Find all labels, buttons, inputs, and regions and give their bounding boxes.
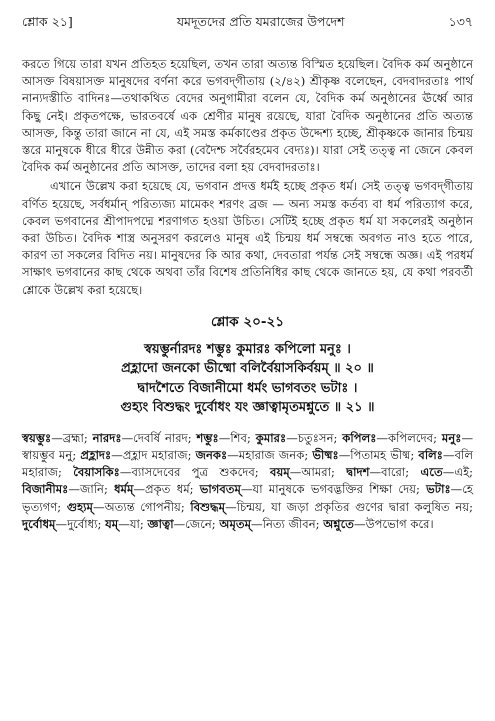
sanskrit-word: মনুঃ bbox=[441, 430, 462, 445]
word-meaning: —বলি মহারাজ; bbox=[22, 448, 473, 480]
sanskrit-word: বয়ম্ bbox=[270, 465, 290, 480]
sanskrit-word: এতে bbox=[420, 465, 443, 480]
word-meaning: —ব্যাসদেবের পুত্র শুকদেব; bbox=[119, 465, 259, 480]
verse-block bbox=[22, 311, 473, 418]
word-meaning: —চিন্ময়, যা জড়া প্রকৃতির গুণের দ্বারা কলুষিত নয়; bbox=[225, 499, 473, 514]
word-meaning: —অত্যন্ত গোপনীয়; bbox=[93, 499, 185, 514]
sanskrit-word: জনকঃ bbox=[195, 448, 228, 463]
word-meaning: —চতুঃসন; bbox=[286, 430, 338, 445]
word-meanings bbox=[22, 430, 473, 533]
verse-line: প্রহ্লাদো জনকো ভীষ্মো বলির্বৈয়াসকির্বয়ম্ ॥ ২০ ॥ bbox=[121, 361, 374, 377]
sanskrit-word: বলিঃ bbox=[418, 448, 443, 463]
sanskrit-word: ভাগবতম্ bbox=[199, 482, 241, 497]
verse-line: দ্বাদশৈতে বিজানীমো ধর্মং ভাগবতং ভটাঃ । bbox=[137, 380, 358, 396]
word-meaning: —হে ভৃত্যগণ; bbox=[22, 482, 474, 514]
verse-title: শ্লোক ২০-২১ bbox=[210, 313, 285, 330]
word-meaning: —দেবর্ষি নারদ; bbox=[121, 430, 192, 445]
word-meaning: —প্রকৃত ধর্ম; bbox=[133, 482, 194, 497]
sanskrit-word: কপিলঃ bbox=[342, 430, 377, 445]
sanskrit-word: বিশুদ্ধম্ bbox=[190, 499, 226, 514]
sanskrit-word: ধর্মম্ bbox=[114, 482, 134, 497]
word-meaning: —জেনে; bbox=[173, 516, 216, 531]
sanskrit-word: বৈয়াসকিঃ bbox=[73, 465, 120, 480]
word-meaning: —এই; bbox=[442, 465, 474, 480]
word-meaning: —প্রহ্লাদ মহারাজ; bbox=[111, 448, 192, 463]
header-chapter-title: যমদূতদের প্রতি যমরাজের উপদেশ bbox=[176, 14, 345, 29]
sanskrit-word: স্বয়ম্ভুঃ bbox=[22, 430, 52, 445]
purport-paragraph-2: এখানে উল্লেখ করা হয়েছে যে, ভগবান প্রদত্ত ধর্মই হচ্ছে প্রকৃত ধর্ম। সেই তত্ত্ব ভগবদ্‌গীতায় বর্ণিত হয়েছে, সর্বধর্মান্ পরিত্যজ্য মামেকং শরণং ব্রজ — অন্য সমস্ত কর্তব্য বা ধর্ম পরিত্যাগ করে, কেবল ভগবানের শ্রীপাদপদ্মে শরণাগত হওয়া উচিত। সেটিই হচ্ছে প্রকৃত ধর্ম যা সকলেরই অনুষ্ঠান করা উচিত। বৈদিক শাস্ত্র অনুসরণ করলেও মানুষ এই চিন্ময় ধর্ম সম্বন্ধে অবগত নাও হতে পারে, কারণ তা সকলের বিদিত নয়। মানুষদের কি আর কথা, দেবতারা পর্যন্ত সেই সম্বন্ধে অজ্ঞ। এই পরধর্ম সাক্ষাৎ ভগবানের কাছ থেকে অথবা তাঁর বিশেষ প্রতিনিধির কাছ থেকে জানতে হয়, যে কথা পরবর্তী শ্লোকে উল্লেখ করা হয়েছে। bbox=[22, 179, 473, 297]
sanskrit-word: ভীষ্মঃ bbox=[312, 448, 339, 463]
sanskrit-word: অশ্নুতে bbox=[323, 516, 354, 531]
word-meaning: —দুর্বোধ্য; bbox=[55, 516, 102, 531]
sanskrit-word: প্রহ্লাদঃ bbox=[80, 448, 112, 463]
word-meaning: —যা; bbox=[118, 516, 144, 531]
sanskrit-word: গুহ্যম্ bbox=[66, 499, 93, 514]
sanskrit-word: অমৃতম্ bbox=[219, 516, 252, 531]
purport-text bbox=[22, 56, 473, 299]
sanskrit-word: কুমারঃ bbox=[255, 430, 287, 445]
sanskrit-word: দ্বাদশ bbox=[346, 465, 370, 480]
verse-line: স্বয়ম্ভুর্নারদঃ শম্ভুঃ কুমারঃ কপিলো মনুঃ । bbox=[144, 341, 351, 357]
sanskrit-word: শম্ভুঃ bbox=[196, 430, 219, 445]
word-meaning: —মহারাজ জনক; bbox=[227, 448, 309, 463]
verse-line: গুহ্যং বিশুদ্ধং দুর্বোধং যং জ্ঞাত্বামৃতমশ্নুতে ॥ ২১ ॥ bbox=[120, 400, 375, 416]
sanskrit-word: বিজানীমঃ bbox=[22, 482, 69, 497]
word-meaning: —বারো; bbox=[369, 465, 410, 480]
word-meaning: —উপভোগ করে। bbox=[353, 516, 434, 531]
word-meaning: —কপিলদেব; bbox=[376, 430, 438, 445]
word-meaning: —যা মানুষকে ভগবদ্ভক্তির শিক্ষা দেয়; bbox=[240, 482, 420, 497]
word-meaning: —স্বায়ম্ভুব মনু; bbox=[22, 430, 474, 463]
word-meaning: —ব্রহ্মা; bbox=[51, 430, 88, 445]
header-verse-ref: শ্লোক ২১] bbox=[22, 14, 73, 29]
word-meaning: —আমরা; bbox=[289, 465, 335, 480]
word-meaning: —নিত্য জীবন; bbox=[251, 516, 320, 531]
word-meaning: —জানি; bbox=[68, 482, 108, 497]
sanskrit-word: নারদঃ bbox=[92, 430, 122, 445]
word-meaning: —শিব; bbox=[218, 430, 251, 445]
sanskrit-word: যম্ bbox=[105, 516, 119, 531]
word-meaning: —পিতামহ ভীষ্ম; bbox=[338, 448, 415, 463]
purport-paragraph-1: করতে গিয়ে তারা যখন প্রতিহত হয়েছিল, তখন তারা অত্যন্ত বিস্মিত হয়েছিল। বৈদিক কর্ম অনুষ্ঠানে আসক্ত বিষয়াসক্ত মানুষদের বর্ণনা করে ভগবদ্‌গীতায় (২/৪২) শ্রীকৃষ্ণ বলেছেন, বেদবাদরতাঃ পার্থ নান্যদস্তীতি বাদিনঃ—তথাকথিত বেদের অনুগামীরা বলেন যে, বৈদিক কর্ম অনুষ্ঠানের ঊর্ধ্বে আর কিছু নেই। প্রকৃতপক্ষে, ভারতবর্ষে এক শ্রেণীর মানুষ রয়েছে, যারা বৈদিক অনুষ্ঠানের প্রতি অত্যন্ত আসক্ত, কিন্তু তারা জানে না যে, এই সমস্ত কর্মকাণ্ডের প্রকৃত উদ্দেশ্য হচ্ছে, শ্রীকৃষ্ণকে জানার চিন্ময় স্তরে মানুষকে ধীরে ধীরে উন্নীত করা (বেদৈশ্চ সর্বৈরহমেব বেদ্যঃ)। যারা সেই তত্ত্ব না জেনে কেবল বৈদিক কর্ম অনুষ্ঠানের প্রতি আসক্ত, তাদের বলা হয় বেদবাদরতাঃ। bbox=[22, 57, 473, 175]
sanskrit-word: ভটাঃ bbox=[426, 482, 451, 497]
running-header bbox=[22, 0, 473, 36]
page-number: ১৩৭ bbox=[448, 14, 473, 29]
sanskrit-word: দুর্বোধম্ bbox=[22, 516, 56, 531]
sanskrit-word: জ্ঞাত্বা bbox=[147, 516, 174, 531]
